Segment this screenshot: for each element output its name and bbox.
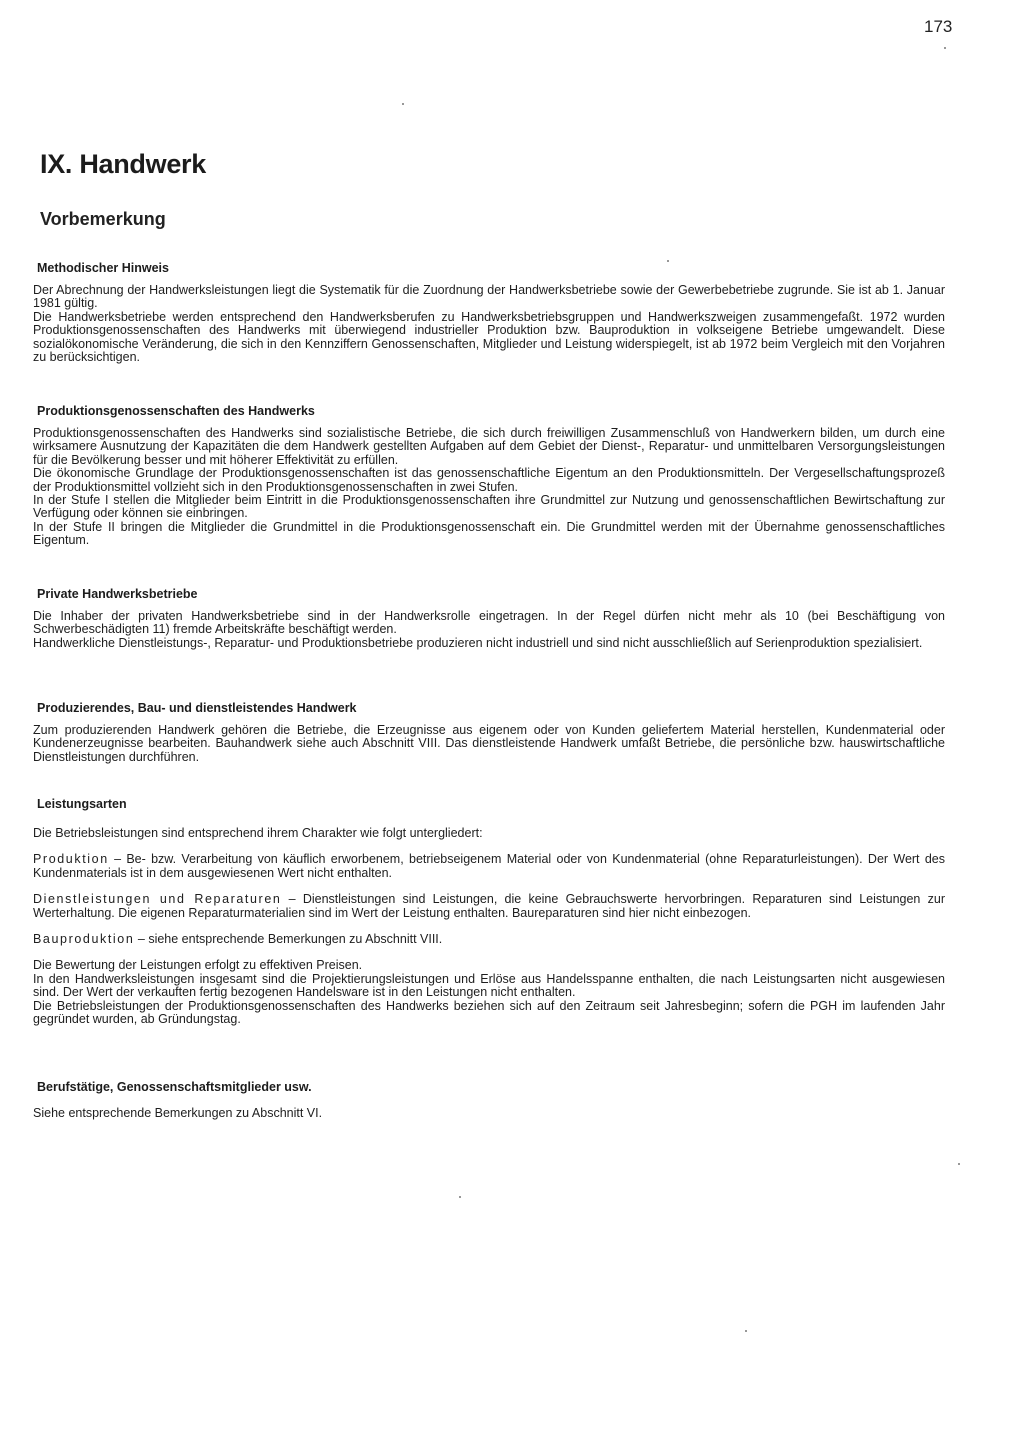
section-berufstaetige [33, 1080, 945, 1120]
leistungsart-term: Dienstleistungen und Reparaturen [33, 892, 282, 907]
scan-speck [459, 1196, 461, 1198]
section-leistungsarten [33, 797, 945, 1026]
leistungsart-item [33, 853, 945, 880]
section-heading: Berufstätige, Genossenschaftsmitglieder usw. [37, 1080, 312, 1094]
paragraph: Die Bewertung der Leistungen erfolgt zu effektiven Preisen. [33, 958, 363, 973]
paragraph: Siehe entsprechende Bemerkungen zu Abschnitt VI. [33, 1106, 323, 1120]
paragraph: Der Abrechnung der Handwerksleistungen liegt die Systematik für die Zuordnung der Handwerksbetriebe sowie der Gewerbebetriebe zugrunde. Sie ist ab 1. Januar 1981 gültig. [33, 283, 945, 311]
page-number: 173 [924, 17, 953, 36]
section-heading: Private Handwerksbetriebe [37, 587, 198, 601]
paragraph: Handwerkliche Dienstleistungs-, Reparatur- und Produktionsbetriebe produzieren nicht industriell und sind nicht ausschließlich auf Serienproduktion spezialisiert. [33, 635, 923, 650]
paragraph: Zum produzierenden Handwerk gehören die Betriebe, die Erzeugnisse aus eigenem oder von Kunden geliefertem Material herstellen, Kundenmaterial oder Kundenerzeugnisse bearbeiten. Bauhandwerk siehe auch Abschnitt VIII. Das dienstleistende Handwerk umfaßt Betriebe, die persönliche bzw. hauswirtschaftliche Dienstleistungen durchführen. [33, 723, 945, 764]
section-produktionsgenossenschaften [33, 404, 945, 548]
scan-speck [402, 103, 404, 105]
scan-speck [958, 1163, 960, 1165]
paragraph: Die Inhaber der privaten Handwerksbetriebe sind in der Handwerksrolle eingetragen. In der Regel dürfen nicht mehr als 10 (bei Beschäftigung von Schwerbeschädigten 11) fremde Arbeitskräfte beschäftigt werden. [33, 609, 945, 637]
leistungsart-text: – Dienstleistungen sind Leistungen, die keine Gebrauchswerte hervorbringen. Reparaturen sind Leistungen zur Werterhaltung. Die eigenen Reparaturmaterialien sind im Wert der Leistung enthalten. Baureparaturen sind hier nicht einbezogen. [33, 892, 945, 920]
paragraph: Die ökonomische Grundlage der Produktionsgenossenschaften ist das genossenschaftliche Eigentum an den Produktionsmitteln. Der Vergesellschaftungsprozeß der Produktionsmittel vollzieht sich in den Produktionsgenossenschaften in zwei Stufen. [33, 466, 945, 494]
paragraph: Die Handwerksbetriebe werden entsprechend den Handwerksberufen zu Handwerksbetriebsgruppen und Handwerkszweigen zusammengefaßt. 1972 wurden Produktionsgenossenschaften des Handwerks mit überwiegend industrieller Produktion bzw. Bauproduktion in volkseigene Betriebe umgewandelt. Diese sozialökonomische Veränderung, die sich in den Kennziffern Genossenschaften, Mitglieder und Leistung widerspiegelt, ist ab 1972 beim Vergleich mit den Vorjahren zu berücksichtigen. [33, 309, 945, 365]
scan-speck [667, 260, 669, 262]
leistungsart-text: – Be- bzw. Verarbeitung von käuflich erworbenem, betriebseigenem Material oder von Kundenmaterial (ohne Reparaturleistungen). Der Wert des Kundenmaterials ist in dem ausgewiesenen Wert nicht enthalten. [33, 852, 945, 880]
paragraph: In der Stufe I stellen die Mitglieder beim Eintritt in die Produktionsgenossenschaften ihre Grundmittel zur Nutzung und genossenschaftlichen Bewirtschaftung zur Verfügung oder können sie einbringen. [33, 493, 945, 521]
scan-speck [944, 47, 946, 49]
section-heading: Produktionsgenossenschaften des Handwerks [37, 404, 315, 418]
section-heading: Produzierendes, Bau- und dienstleistendes Handwerk [37, 701, 357, 715]
paragraph: Die Betriebsleistungen der Produktionsgenossenschaften des Handwerks beziehen sich auf den Zeitraum seit Jahresbeginn; sofern die PGH im laufenden Jahr gegründet wurden, ab Gründungstag. [33, 998, 945, 1027]
paragraph: In der Stufe II bringen die Mitglieder die Grundmittel in die Produktionsgenossenschaft ein. Die Grundmittel werden mit der Übernahme genossenschaftliches Eigentum. [33, 519, 945, 548]
section-produzierendes-handwerk [33, 701, 945, 764]
paragraph: In den Handwerksleistungen insgesamt sind die Projektierungsleistungen und Erlöse aus Handelsspanne enthalten, die nach Leistungsarten nicht ausgewiesen sind. Der Wert der verkauften fertig bezogenen Handelsware ist in den Leistungen nicht enthalten. [33, 971, 945, 1000]
leistungsart-term: Produktion [33, 852, 109, 867]
scan-speck [745, 1330, 747, 1332]
leistungsart-item [33, 933, 945, 946]
paragraph: Produktionsgenossenschaften des Handwerks sind sozialistische Betriebe, die sich durch freiwilligen Zusammenschluß von Handwerkern bilden, um durch eine wirksamere Ausnutzung der Kapazitäten die dem Handwerk gestellten Aufgaben auf dem Gebiet der Dienst-, Reparatur- und unmittelbaren Versorgungsleistungen für die Bevölkerung besser und mit höherer Effektivität zu erfüllen. [33, 426, 945, 467]
chapter-title: IX. Handwerk [40, 149, 206, 179]
leistungsart-term: Bauproduktion [33, 932, 135, 947]
section-subtitle: Vorbemerkung [40, 209, 166, 229]
section-methodischer-hinweis [33, 261, 945, 364]
leistungsart-text: – siehe entsprechende Bemerkungen zu Abschnitt VIII. [134, 932, 443, 947]
leistungsart-item [33, 893, 945, 920]
section-private-handwerksbetriebe [33, 587, 945, 650]
section-heading: Leistungsarten [37, 797, 127, 811]
paragraph-intro: Die Betriebsleistungen sind entsprechend ihrem Charakter wie folgt untergliedert: [33, 826, 483, 840]
section-heading: Methodischer Hinweis [37, 261, 169, 275]
